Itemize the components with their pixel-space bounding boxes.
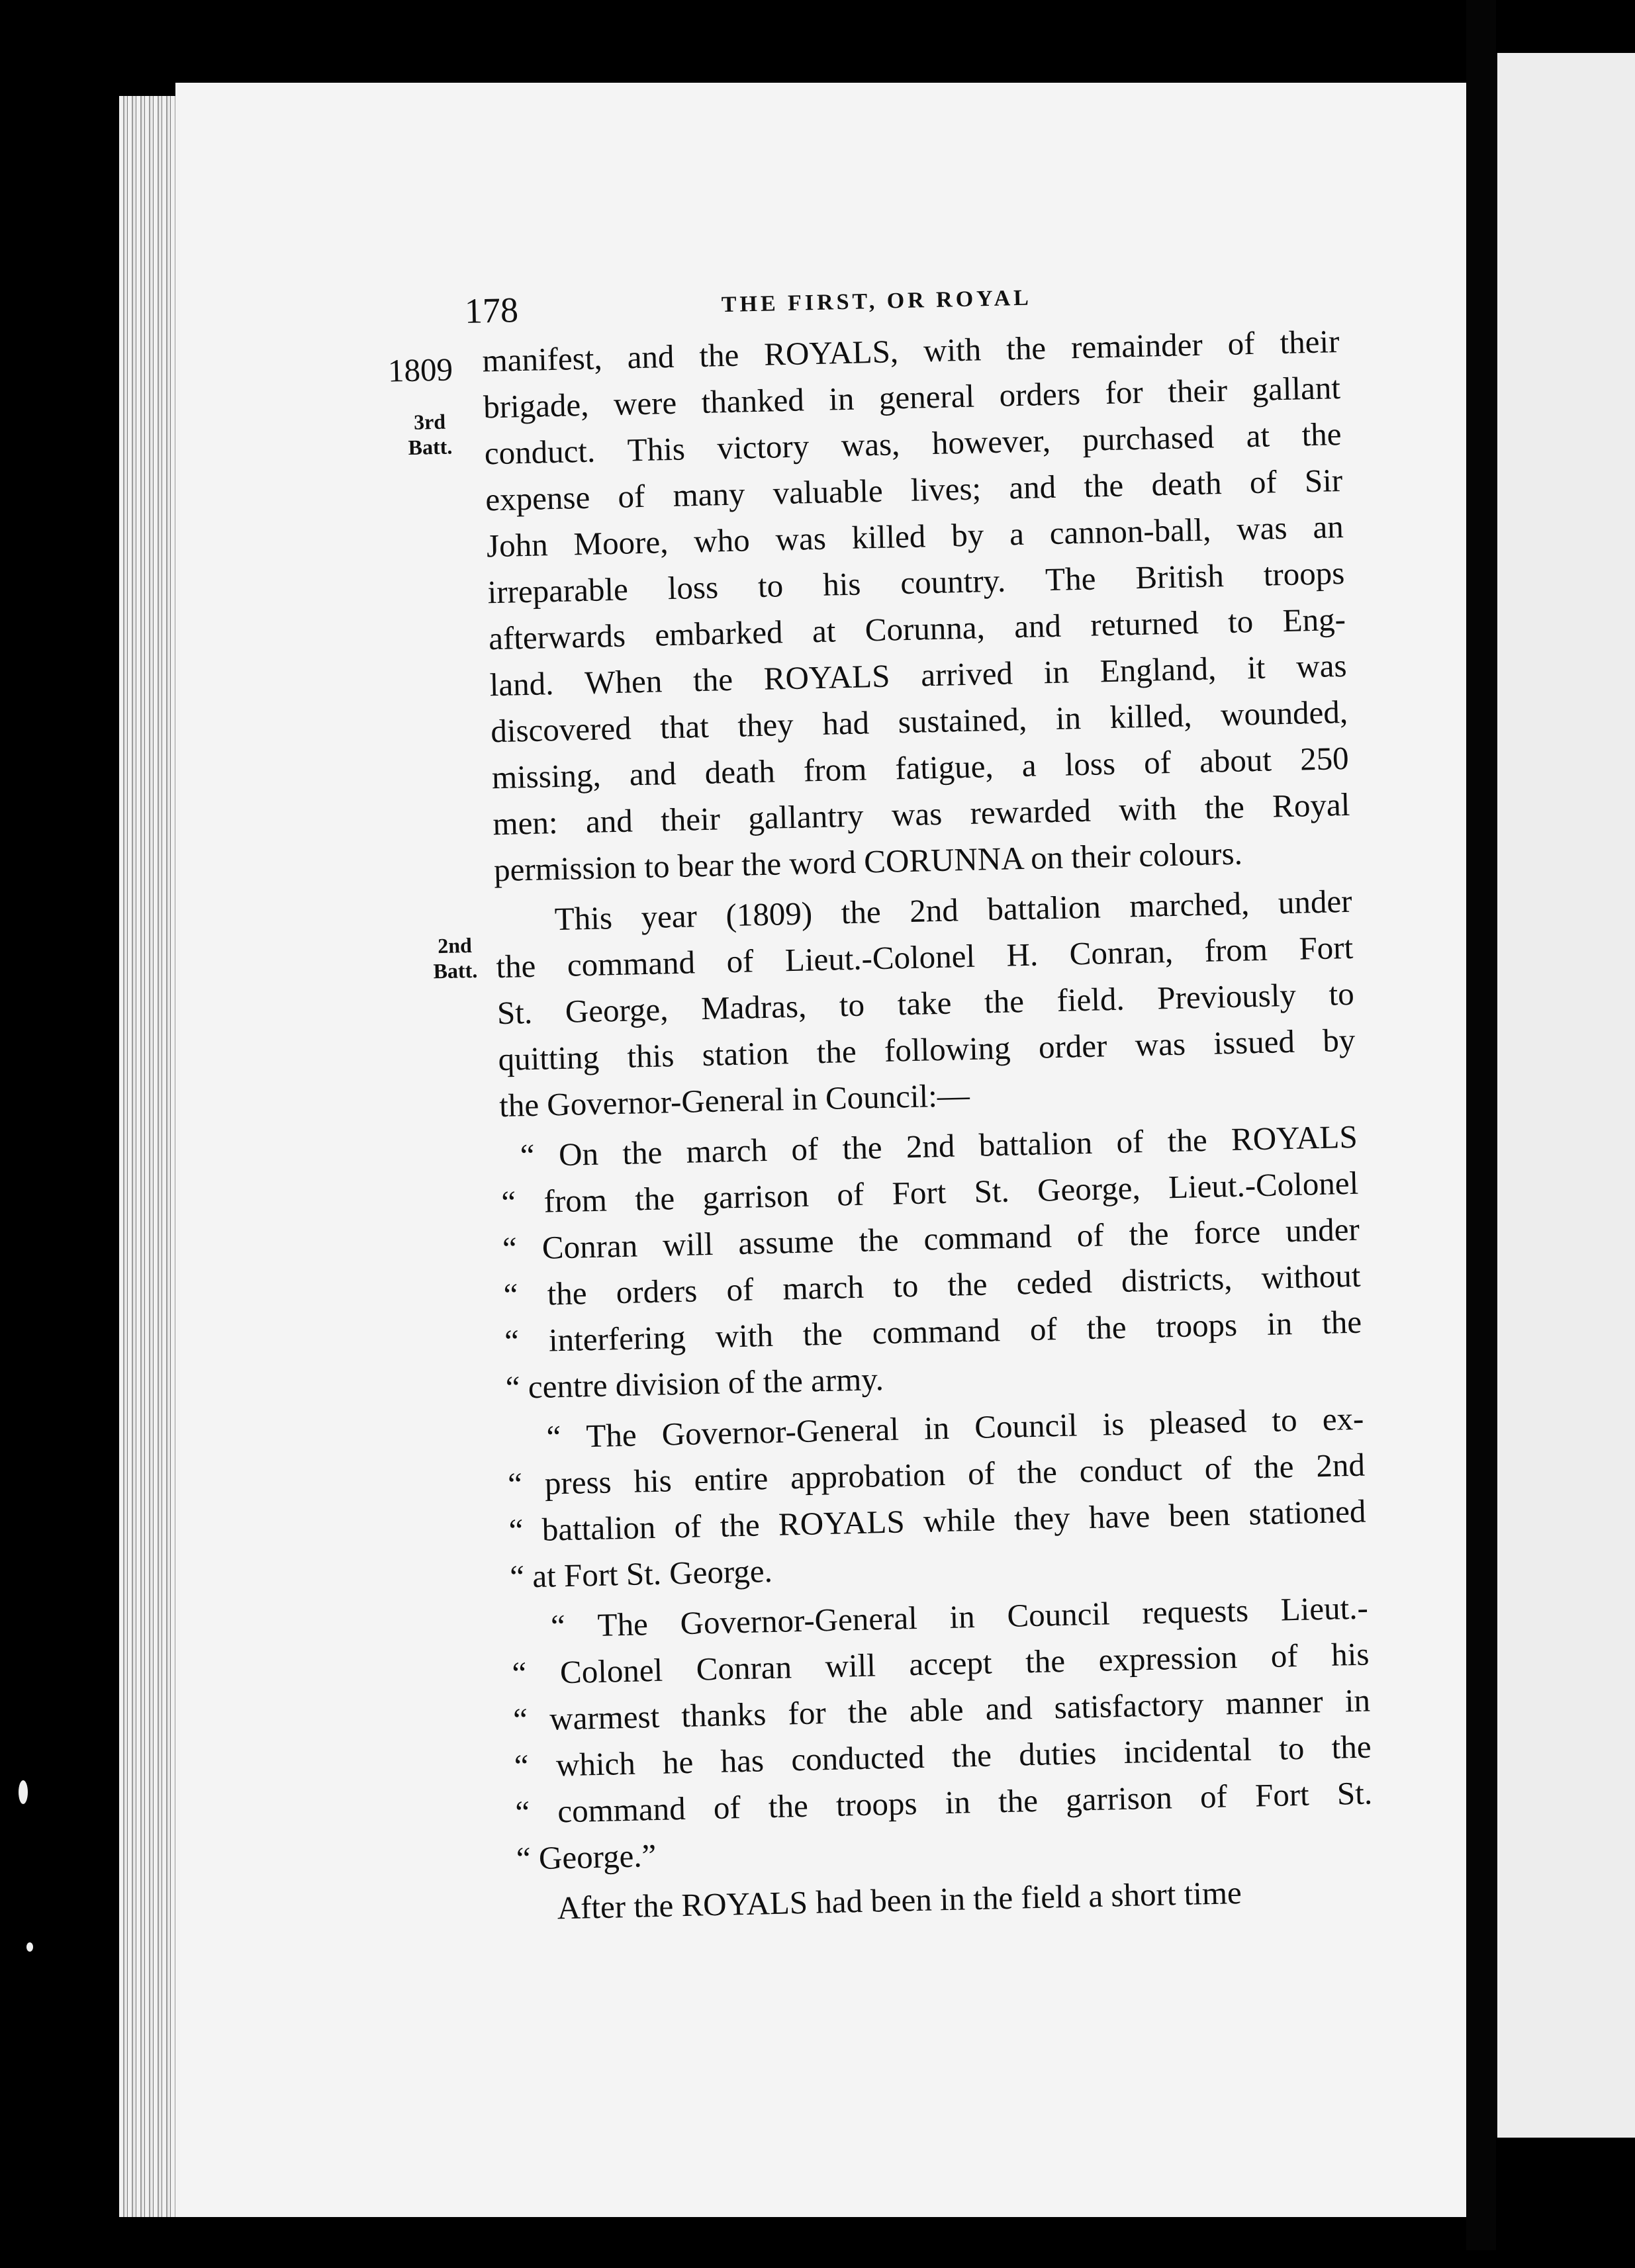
text-line: “ command of the troops in the garrison of Fort St. xyxy=(514,1774,1373,1831)
text-line: missing, and death from fatigue, a loss of about 250 xyxy=(491,739,1350,796)
text-line: “ Conran will assume the command of the force under xyxy=(502,1210,1360,1267)
text-line: After the ROYALS had been in the field a short time xyxy=(557,1874,1242,1927)
text-line: irreparable loss to his country. The British troops xyxy=(487,554,1345,611)
margin-note-line: 2nd xyxy=(437,932,473,958)
text-line: “ press his entire approbation of the conduct of the 2nd xyxy=(507,1446,1366,1502)
text-line: brigade, were thanked in general orders for their gallant xyxy=(483,369,1341,426)
margin-note-2nd-batt xyxy=(432,932,477,983)
margin-note-line: Batt. xyxy=(433,958,478,983)
text-line: “ battalion of the ROYALS while they have been stationed xyxy=(508,1492,1366,1549)
text-line: discovered that they had sustained, in killed, wounded, xyxy=(490,693,1348,750)
text-line: permission to bear the word CORUNNA on their colours. xyxy=(493,835,1243,889)
text-line: “ Colonel Conran will accept the expression of his xyxy=(512,1635,1370,1692)
text-line: “ centre division of the army. xyxy=(505,1361,884,1406)
text-line: “ George.” xyxy=(516,1837,657,1877)
margin-year: 1809 xyxy=(387,351,453,389)
text-line: “ The Governor-General in Council is pleased to ex- xyxy=(545,1400,1364,1455)
text-line: quitting this station the following order was issued by xyxy=(498,1021,1356,1078)
text-line: This year (1809) the 2nd battalion marched, under xyxy=(554,882,1353,938)
text-line: manifest, and the ROYALS, with the remainder of their xyxy=(482,323,1340,379)
margin-note-line: 3rd xyxy=(413,409,446,434)
running-head: THE FIRST, OR ROYAL xyxy=(721,285,1033,318)
text-line: “ interfering with the command of the troops in the xyxy=(504,1303,1362,1360)
text-line: “ warmest thanks for the able and satisfactory manner in xyxy=(512,1682,1371,1738)
text-line: “ The Governor-General in Council requests Lieut.- xyxy=(550,1589,1369,1645)
text-line: land. When the ROYALS arrived in England, it was xyxy=(489,647,1348,703)
text-line: St. George, Madras, to take the field. Previously to xyxy=(496,975,1355,1032)
text-line: expense of many valuable lives; and the death of Sir xyxy=(485,461,1343,518)
text-line: John Moore, who was killed by a cannon-ball, was an xyxy=(486,508,1344,565)
text-line: afterwards embarked at Corunna, and returned to Eng- xyxy=(488,600,1346,657)
margin-note-line: Batt. xyxy=(408,434,453,459)
text-line: the Governor-General in Council:— xyxy=(498,1076,970,1124)
text-line: conduct. This victory was, however, purchased at the xyxy=(484,415,1342,472)
text-line: “ which he has conducted the duties incidental to the xyxy=(514,1728,1372,1784)
text-line: “ On the march of the 2nd battalion of the ROYALS xyxy=(520,1118,1358,1174)
text-line: “ at Fort St. George. xyxy=(509,1552,773,1595)
body-text xyxy=(482,318,1375,1932)
text-line: “ the orders of march to the ceded districts, without xyxy=(503,1257,1361,1314)
text-line: men: and their gallantry was rewarded with the Royal xyxy=(492,786,1350,842)
margin-note-3rd-batt xyxy=(407,408,452,459)
page-number: 178 xyxy=(464,290,519,331)
text-line: “ from the garrison of Fort St. George, Lieut.-Colonel xyxy=(500,1164,1359,1221)
text-line: the command of Lieut.-Colonel H. Conran, from Fort xyxy=(495,929,1354,985)
